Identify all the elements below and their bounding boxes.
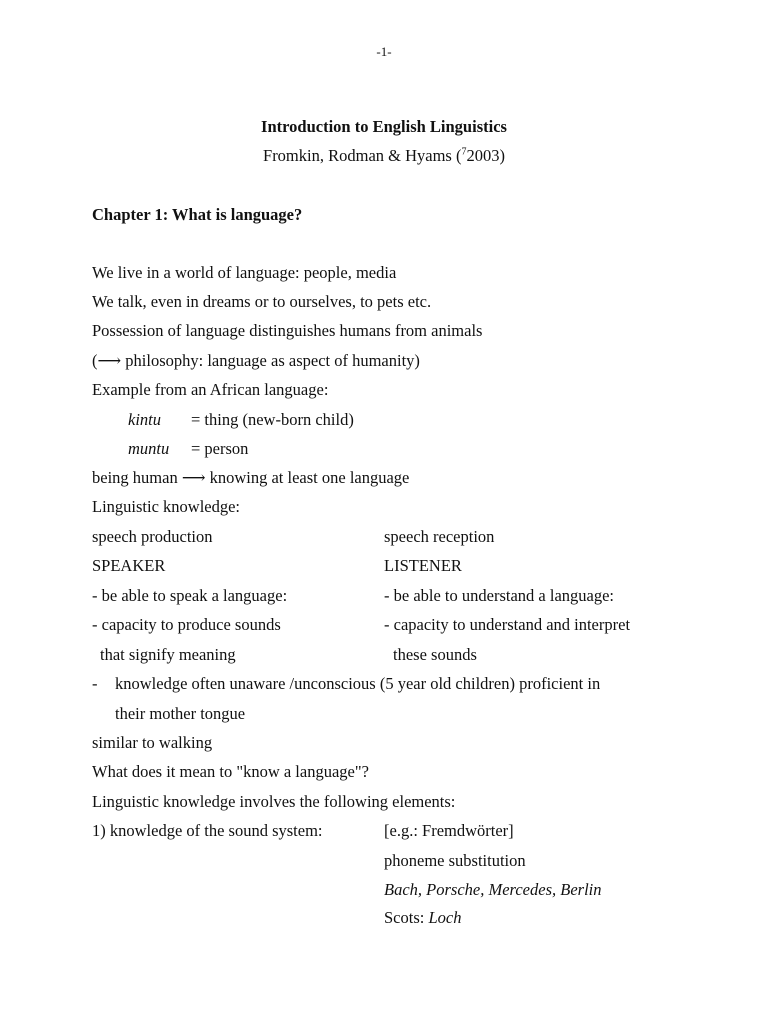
left-column-text: speech production [92, 527, 213, 546]
example-gloss: = person [191, 439, 249, 458]
bullet-dash: - [92, 674, 98, 693]
left-column-text: that signify meaning [100, 645, 236, 664]
body-line: similar to walking [92, 733, 213, 752]
scots-line [384, 908, 461, 928]
example-word: kintu [128, 410, 161, 429]
right-column-text: these sounds [393, 645, 477, 664]
intro-line: (⟶ philosophy: language as aspect of humanity) [92, 351, 420, 370]
intro-line: We live in a world of language: people, media [92, 263, 397, 282]
right-column-text: - be able to understand a language: [384, 586, 614, 605]
left-column-text: - be able to speak a language: [92, 586, 288, 605]
sound-system-item: phoneme substitution [384, 851, 526, 870]
right-column-text: speech reception [384, 527, 495, 546]
intro-line: Possession of language distinguishes humans from animals [92, 321, 483, 340]
bullet-text: knowledge often unaware /unconscious (5 year old children) proficient in [115, 674, 601, 693]
edition-superscript: 7 [461, 146, 467, 158]
scots-word: Loch [428, 908, 462, 927]
bullet-text-continued: their mother tongue [115, 704, 246, 723]
page-number: -1- [376, 44, 392, 59]
intro-line: We talk, even in dreams or to ourselves, to pets etc. [92, 292, 432, 311]
sound-system-item: [e.g.: Fremdwörter] [384, 821, 514, 840]
left-column-text: - capacity to produce sounds [92, 615, 281, 634]
body-line: Linguistic knowledge involves the following elements: [92, 792, 456, 811]
sound-system-label: 1) knowledge of the sound system: [92, 821, 323, 840]
intro-line: Example from an African language: [92, 380, 329, 399]
scots-prefix: Scots: [384, 908, 429, 927]
body-line: What does it mean to "know a language"? [92, 762, 369, 781]
right-column-text: - capacity to understand and interpret [384, 615, 631, 634]
sound-system-example: Bach, Porsche, Mercedes, Berlin [384, 880, 602, 899]
left-column-text: SPEAKER [92, 556, 166, 575]
right-column-text: LISTENER [384, 556, 462, 575]
example-gloss: = thing (new-born child) [191, 410, 354, 429]
authors-line [0, 146, 768, 166]
document-title: Introduction to English Linguistics [261, 117, 507, 136]
chapter-heading: Chapter 1: What is language? [92, 205, 303, 224]
being-human-line: being human ⟶ knowing at least one language [92, 468, 410, 487]
authors-names: Fromkin, Rodman & Hyams ( [263, 146, 462, 165]
example-word: muntu [128, 439, 170, 458]
authors-year: 2003) [466, 146, 505, 165]
linguistic-knowledge-label: Linguistic knowledge: [92, 497, 241, 516]
